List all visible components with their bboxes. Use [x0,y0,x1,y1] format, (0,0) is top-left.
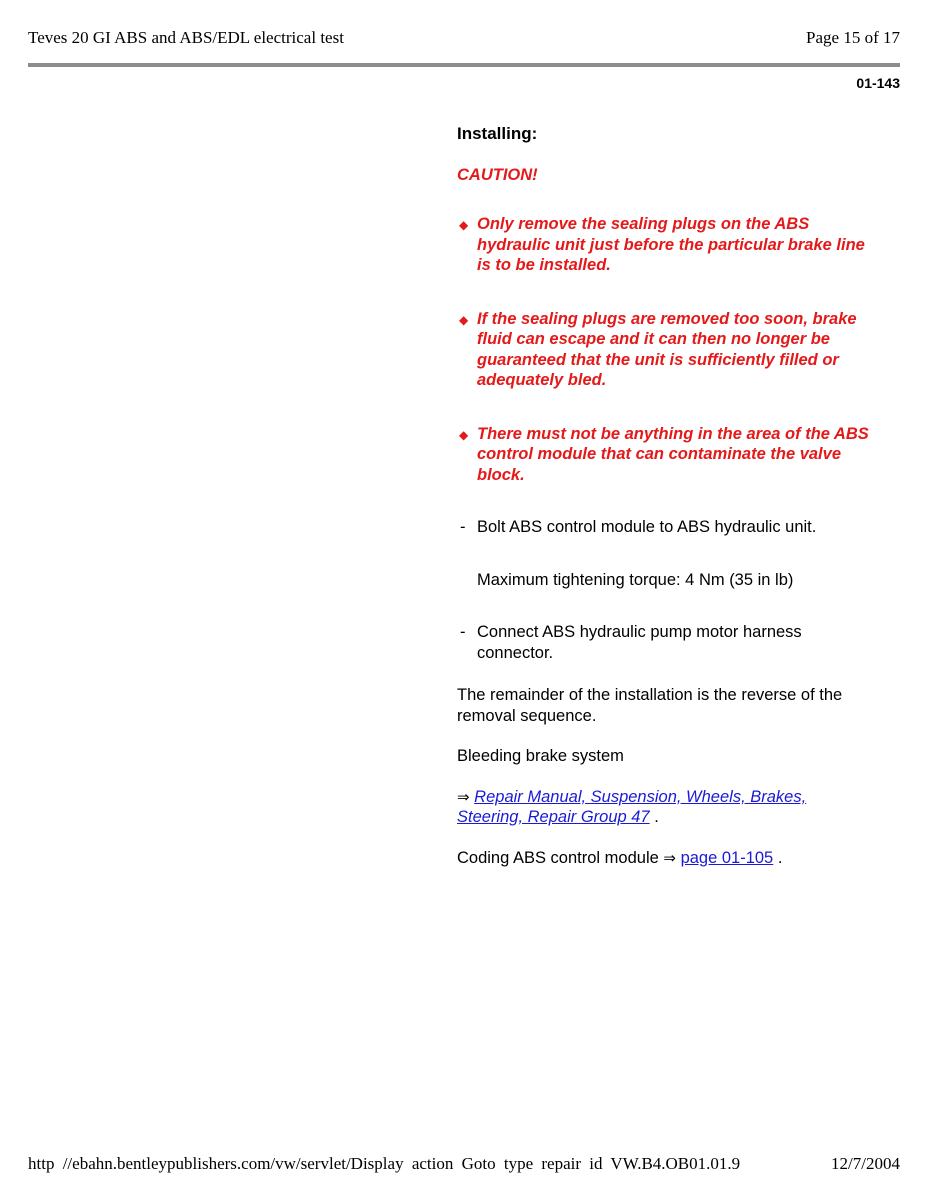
bleeding-label: Bleeding brake system [457,747,624,765]
procedure-step [457,622,847,663]
right-arrow-icon: ⇒ [663,848,676,867]
period: . [777,848,783,867]
caution-bullet-text: There must not be anything in the area of the ABS control module that can contaminate the valve block. [477,424,869,484]
document-title: Teves 20 GI ABS and ABS/EDL electrical test [28,28,344,47]
procedure-step [457,517,847,538]
section-heading: Installing: [457,124,538,143]
coding-text: Coding ABS control module [457,848,659,867]
procedure-step-text: Bolt ABS control module to ABS hydraulic unit. [477,518,817,536]
document-code: 01-143 [856,75,900,91]
caution-bullet-text: Only remove the sealing plugs on the ABS hydraulic unit just before the particular brake line is to be installed. [477,215,865,274]
torque-spec: Maximum tightening torque: 4 Nm (35 in lb) [477,570,794,589]
remainder-note: The remainder of the installation is the reverse of the removal sequence. [457,686,843,725]
diamond-bullet-icon: ◆ [459,312,469,327]
coding-page-link[interactable]: page 01-105 [680,848,774,867]
footer-date: 12/7/2004 [831,1154,900,1173]
coding-reference [457,848,877,869]
main-content [457,124,877,868]
page-number: Page 15 of 17 [806,28,900,47]
caution-label: CAUTION! [457,165,538,184]
diamond-bullet-icon: ◆ [459,218,469,232]
header-divider [28,63,900,67]
dash-marker: - [460,623,466,641]
procedure-step-text: Connect ABS hydraulic pump motor harness connector. [477,623,802,662]
diamond-bullet-icon: ◆ [459,427,469,442]
repair-manual-reference [457,787,857,828]
right-arrow-icon: ⇒ [457,787,470,806]
caution-bullet [457,214,869,276]
caution-bullet-text: If the sealing plugs are removed too soon, brake fluid can escape and it can then no longer be guaranteed that the unit is sufficiently filled or adequately bled. [477,309,857,389]
repair-manual-link[interactable]: Repair Manual, Suspension, Wheels, Brakes, Steering, Repair Group 47 [457,787,807,826]
period: . [654,808,659,826]
caution-bullet [457,309,869,391]
footer-url: http //ebahn.bentleypublishers.com/vw/servlet/Display action Goto type repair id VW.B4.OB01.01.9 [28,1154,741,1173]
caution-bullet [457,424,869,486]
dash-marker: - [460,518,466,536]
